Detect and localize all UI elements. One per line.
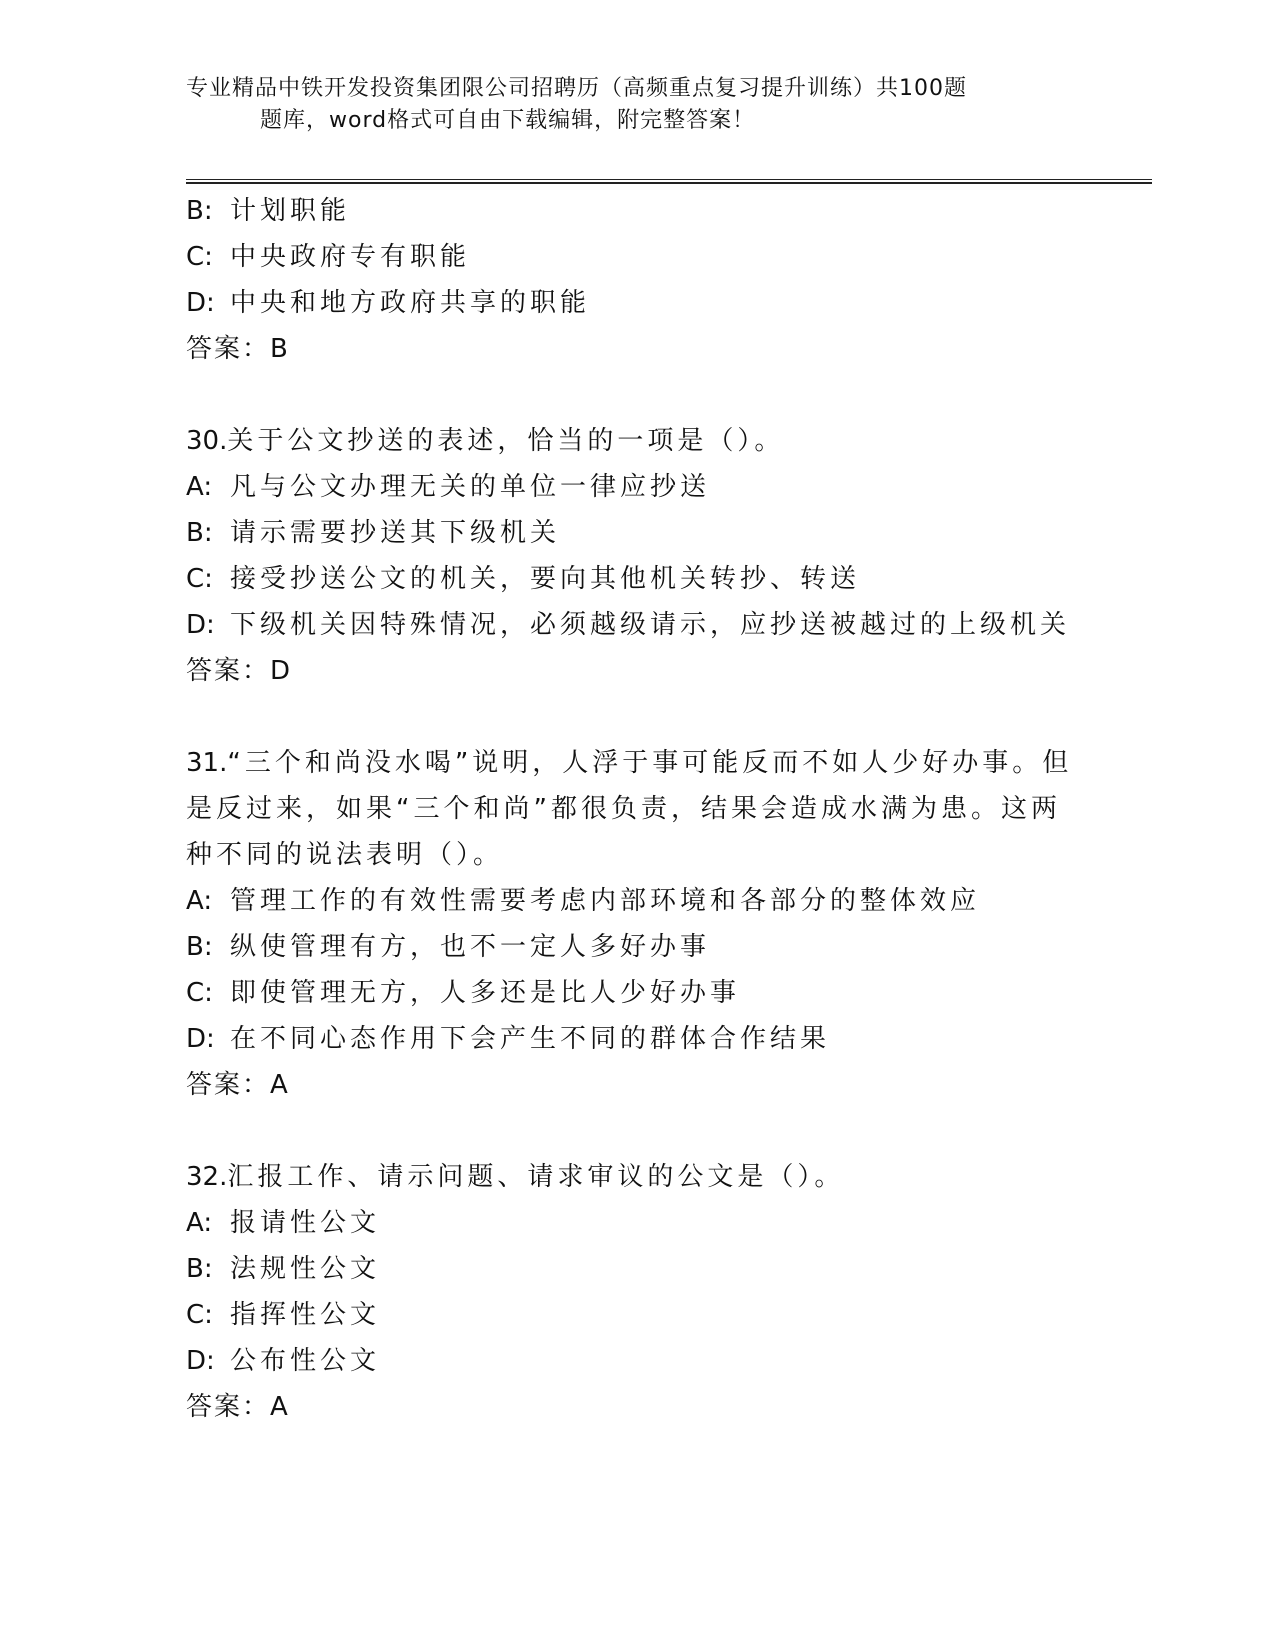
- option-row: [186, 510, 1086, 556]
- spacer: [186, 1108, 1086, 1154]
- question-text: “三个和尚没水喝”说明，人浮于事可能反而不如人少好办事。但: [227, 748, 1073, 778]
- option-key: B:: [186, 518, 213, 548]
- question-number: 30.: [186, 426, 228, 456]
- option-text: 报请性公文: [230, 1208, 381, 1238]
- option-text: 中央政府专有职能: [230, 242, 471, 272]
- question-carryover: [186, 188, 1086, 372]
- option-row: [186, 878, 1086, 924]
- option-key: D:: [186, 1024, 215, 1054]
- option-row: [186, 1292, 1086, 1338]
- option-key: C:: [186, 564, 213, 594]
- question-stem: [186, 418, 1086, 464]
- option-row: [186, 924, 1086, 970]
- answer-line: 答案：A: [186, 1070, 290, 1100]
- question-stem: [186, 1154, 1086, 1200]
- document-body: [186, 188, 1086, 1430]
- option-row: [186, 970, 1086, 1016]
- answer-line: 答案：D: [186, 656, 293, 686]
- option-text: 在不同心态作用下会产生不同的群体合作结果: [230, 1024, 831, 1054]
- option-text: 纵使管理有方，也不一定人多好办事: [230, 932, 711, 962]
- option-text: 计划职能: [230, 196, 351, 226]
- option-row: [186, 1338, 1086, 1384]
- option-text: 下级机关因特殊情况，必须越级请示，应抄送被越过的上级机关: [230, 610, 1071, 640]
- answer-line: 答案：A: [186, 1392, 290, 1422]
- option-text: 接受抄送公文的机关，要向其他机关转抄、转送: [230, 564, 861, 594]
- option-row: [186, 234, 1086, 280]
- option-key: A:: [186, 886, 213, 916]
- option-text: 法规性公文: [230, 1254, 381, 1284]
- question-stem-continued: 种不同的说法表明（）。: [186, 840, 504, 870]
- option-key: B:: [186, 1254, 213, 1284]
- option-text: 凡与公文办理无关的单位一律应抄送: [230, 472, 711, 502]
- question-number: 31.: [186, 748, 228, 778]
- question-stem: [186, 740, 1086, 786]
- option-key: D:: [186, 288, 215, 318]
- question-text: 关于公文抄送的表述，恰当的一项是（）。: [227, 426, 785, 456]
- option-key: C:: [186, 1300, 213, 1330]
- option-row: [186, 1200, 1086, 1246]
- option-key: D:: [186, 610, 215, 640]
- option-key: C:: [186, 242, 213, 272]
- question-number: 32.: [186, 1162, 228, 1192]
- header-title-line2: 题库，word格式可自由下载编辑，附完整答案！: [260, 108, 756, 133]
- page-header: [186, 73, 1066, 137]
- option-key: B:: [186, 196, 213, 226]
- question-text: 汇报工作、请示问题、请求审议的公文是（）。: [227, 1162, 845, 1192]
- option-key: A:: [186, 472, 213, 502]
- option-row: [186, 1016, 1086, 1062]
- option-row: [186, 602, 1086, 648]
- header-divider-thick: [186, 182, 1152, 184]
- question-31: [186, 740, 1086, 1108]
- option-row: [186, 188, 1086, 234]
- option-text: 公布性公文: [230, 1346, 381, 1376]
- header-title-line1: 专业精品中铁开发投资集团限公司招聘历（高频重点复习提升训练）共100题: [186, 76, 967, 101]
- header-divider-thin: [186, 179, 1152, 180]
- spacer: [186, 694, 1086, 740]
- question-30: [186, 418, 1086, 694]
- option-key: D:: [186, 1346, 215, 1376]
- option-row: [186, 464, 1086, 510]
- option-row: [186, 556, 1086, 602]
- option-row: [186, 1246, 1086, 1292]
- spacer: [186, 372, 1086, 418]
- option-text: 指挥性公文: [230, 1300, 381, 1330]
- option-row: [186, 280, 1086, 326]
- option-key: C:: [186, 978, 213, 1008]
- option-text: 管理工作的有效性需要考虑内部环境和各部分的整体效应: [230, 886, 981, 916]
- option-text: 中央和地方政府共享的职能: [230, 288, 591, 318]
- answer-line: 答案：B: [186, 334, 290, 364]
- question-stem-continued: 是反过来，如果“三个和尚”都很负责，结果会造成水满为患。这两: [186, 794, 1061, 824]
- option-key: B:: [186, 932, 213, 962]
- option-text: 即使管理无方，人多还是比人少好办事: [230, 978, 741, 1008]
- option-key: A:: [186, 1208, 213, 1238]
- option-text: 请示需要抄送其下级机关: [230, 518, 561, 548]
- question-32: [186, 1154, 1086, 1430]
